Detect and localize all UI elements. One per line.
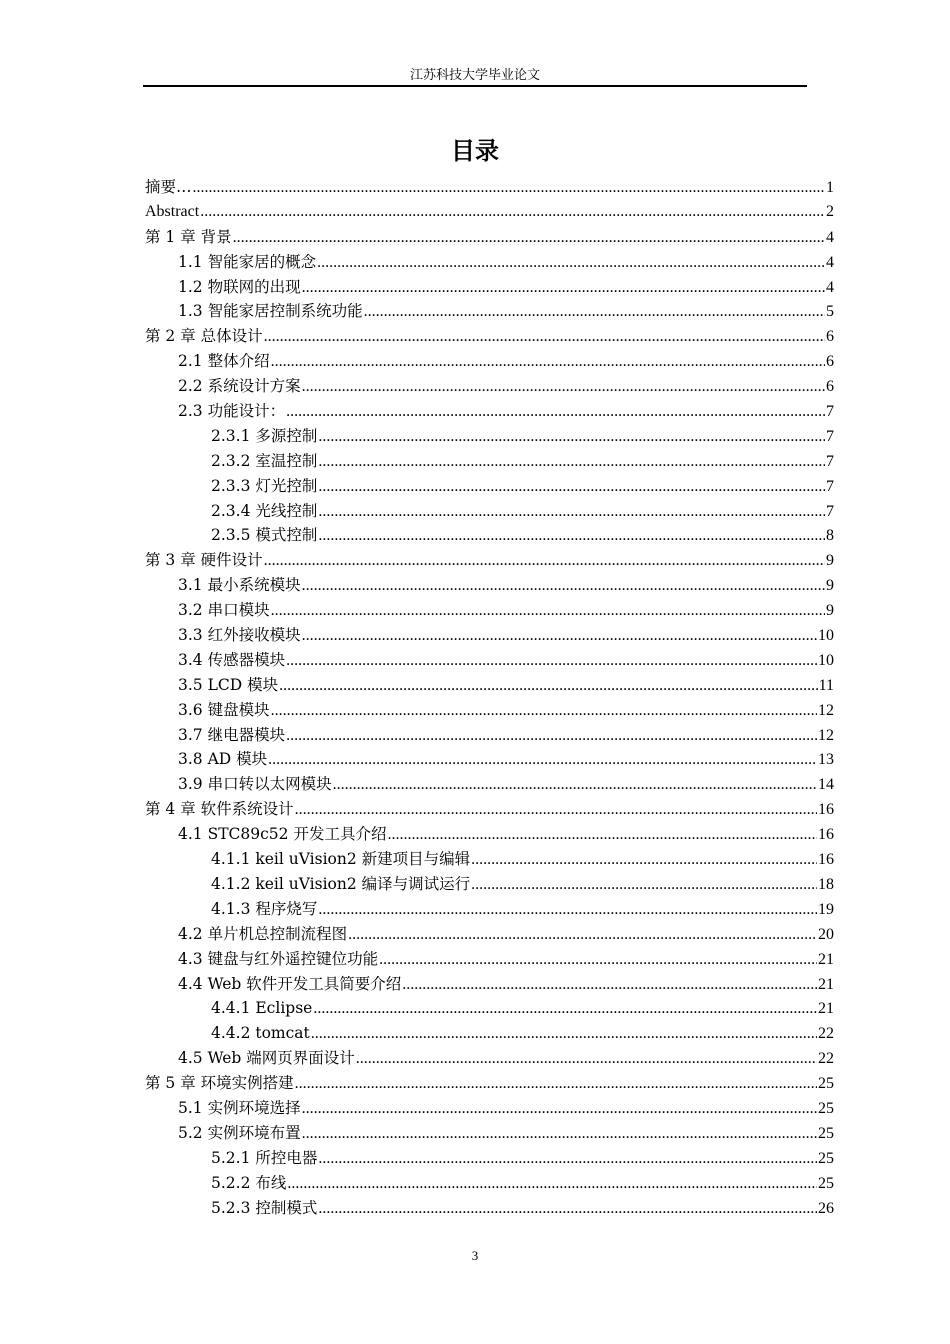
- toc-entry[interactable]: [145, 872, 834, 897]
- toc-entry-title: 4.1.1 keil uVision2 新建项目与编辑: [211, 850, 471, 869]
- toc-entry-page: 9: [826, 552, 834, 570]
- dot-leader: [318, 1197, 817, 1222]
- toc-entry-title: 2.3.3 灯光控制: [211, 476, 318, 495]
- toc-entry-title: 4.4.2 tomcat: [211, 1024, 310, 1043]
- toc-entry-title: 1.2 物联网的出现: [178, 277, 301, 296]
- dot-leader: [348, 923, 817, 948]
- toc-entry-page: 7: [826, 403, 834, 421]
- toc-entry-title: 3.7 继电器模块: [178, 725, 286, 744]
- dot-leader: [471, 873, 817, 898]
- toc-entry-page: 22: [818, 1050, 834, 1068]
- toc-entry-page: 18: [818, 875, 834, 893]
- toc-entry[interactable]: [145, 499, 834, 524]
- toc-entry-page: 4: [826, 278, 834, 296]
- toc-entry-page: 25: [818, 1174, 834, 1192]
- dot-leader: [279, 674, 818, 699]
- toc-entry-page: 8: [826, 527, 834, 545]
- toc-entry-title: 摘要…: [145, 178, 192, 196]
- dot-leader: [264, 325, 825, 350]
- toc-entry-title: 2.3.2 室温控制: [211, 451, 318, 470]
- dot-leader: [356, 1047, 817, 1072]
- dot-leader: [318, 425, 825, 450]
- dot-leader: [287, 1172, 817, 1197]
- toc-entry-page: 12: [818, 701, 834, 719]
- toc-entry[interactable]: [145, 399, 834, 424]
- toc-entry[interactable]: [145, 698, 834, 723]
- toc-entry-page: 12: [818, 726, 834, 744]
- toc-entry[interactable]: [145, 1096, 834, 1121]
- toc-entry-title: 3.4 传感器模块: [178, 650, 286, 669]
- toc-entry[interactable]: [145, 922, 834, 947]
- dot-leader: [286, 400, 825, 425]
- toc-entry-page: 7: [826, 452, 834, 470]
- toc-entry-page: 25: [818, 1099, 834, 1117]
- toc-entry[interactable]: [145, 723, 834, 748]
- dot-leader: [295, 1072, 817, 1097]
- toc-entry-page: 21: [818, 975, 834, 993]
- page-header: 江苏科技大学毕业论文: [409, 68, 540, 83]
- toc-entry-page: 6: [826, 353, 834, 371]
- toc-entry-title: 1.1 智能家居的概念: [178, 252, 317, 271]
- toc-entry[interactable]: [145, 548, 834, 573]
- dot-leader: [295, 798, 817, 823]
- toc-entry-title: 第 4 章 软件系统设计: [145, 800, 294, 819]
- dot-leader: [271, 599, 825, 624]
- toc-entry-title: 第 3 章 硬件设计: [145, 551, 263, 570]
- toc-entry[interactable]: [145, 250, 834, 275]
- toc-entry[interactable]: [145, 847, 834, 872]
- dot-leader: [318, 450, 825, 475]
- dot-leader: [302, 1097, 817, 1122]
- toc-entry-page: 13: [818, 751, 834, 769]
- toc-entry-page: 6: [826, 328, 834, 346]
- dot-leader: [302, 375, 825, 400]
- toc-entry[interactable]: [145, 1146, 834, 1171]
- table-of-contents: [145, 175, 834, 1220]
- toc-entry-title: 4.3 键盘与红外遥控键位功能: [178, 949, 379, 968]
- dot-leader: [271, 699, 817, 724]
- toc-entry[interactable]: [145, 598, 834, 623]
- dot-leader: [286, 724, 817, 749]
- toc-entry-title: 3.5 LCD 模块: [178, 675, 279, 694]
- toc-entry-title: 4.1.3 程序烧写: [211, 899, 318, 918]
- toc-entry-page: 14: [818, 776, 834, 794]
- toc-entry-title: 2.3.4 光线控制: [211, 501, 318, 520]
- dot-leader: [471, 848, 817, 873]
- toc-entry-page: 4: [826, 253, 834, 271]
- toc-entry-title: 4.4.1 Eclipse: [211, 999, 313, 1018]
- toc-entry[interactable]: [145, 374, 834, 399]
- toc-entry[interactable]: [145, 523, 834, 548]
- toc-entry[interactable]: [145, 822, 834, 847]
- toc-entry[interactable]: [145, 1196, 834, 1221]
- toc-entry[interactable]: [145, 673, 834, 698]
- toc-entry-page: 25: [818, 1149, 834, 1167]
- dot-leader: [333, 773, 817, 798]
- toc-title: 目录: [451, 137, 499, 165]
- toc-entry-page: 16: [818, 826, 834, 844]
- toc-entry-page: 10: [818, 627, 834, 645]
- toc-entry-title: 4.1.2 keil uVision2 编译与调试运行: [211, 874, 471, 893]
- toc-entry[interactable]: [145, 1171, 834, 1196]
- toc-entry-title: 3.3 红外接收模块: [178, 626, 301, 645]
- toc-entry[interactable]: [145, 349, 834, 374]
- toc-entry-page: 9: [826, 602, 834, 620]
- toc-entry-page: 26: [818, 1199, 834, 1217]
- toc-entry[interactable]: [145, 225, 834, 250]
- dot-leader: [311, 1022, 817, 1047]
- toc-entry[interactable]: [145, 324, 834, 349]
- toc-entry-title: 2.2 系统设计方案: [178, 377, 301, 396]
- dot-leader: [318, 524, 825, 549]
- toc-entry-page: 25: [818, 1075, 834, 1093]
- toc-entry-page: 6: [826, 378, 834, 396]
- toc-entry-page: 11: [818, 676, 834, 694]
- toc-entry-title: 4.4 Web 软件开发工具简要介绍: [178, 974, 402, 993]
- toc-entry-title: 5.2 实例环境布置: [178, 1123, 301, 1142]
- dot-leader: [233, 226, 825, 251]
- toc-entry-title: Abstract: [145, 202, 200, 220]
- toc-entry-title: 3.1 最小系统模块: [178, 576, 301, 595]
- dot-leader: [200, 200, 825, 225]
- toc-entry-title: 5.2.1 所控电器: [211, 1148, 318, 1167]
- dot-leader: [364, 300, 825, 325]
- toc-entry-page: 7: [826, 502, 834, 520]
- dot-leader: [318, 1147, 817, 1172]
- toc-entry-title: 第 2 章 总体设计: [145, 327, 263, 346]
- header-rule: [143, 85, 807, 87]
- toc-entry-page: 1: [826, 179, 834, 196]
- dot-leader: [387, 823, 817, 848]
- dot-leader: [317, 251, 825, 276]
- toc-entry-page: 16: [818, 801, 834, 819]
- toc-entry[interactable]: [145, 1071, 834, 1096]
- dot-leader: [286, 649, 817, 674]
- toc-entry[interactable]: [145, 474, 834, 499]
- toc-entry-title: 2.3.1 多源控制: [211, 426, 318, 445]
- dot-leader: [402, 973, 817, 998]
- toc-entry[interactable]: [145, 897, 834, 922]
- toc-entry-page: 21: [818, 1000, 834, 1018]
- dot-leader: [264, 549, 825, 574]
- toc-entry[interactable]: [145, 996, 834, 1021]
- toc-entry-title: 5.2.3 控制模式: [211, 1198, 318, 1217]
- toc-entry-title: 2.3.5 模式控制: [211, 526, 318, 545]
- dot-leader: [302, 276, 825, 301]
- toc-entry[interactable]: [145, 947, 834, 972]
- toc-entry-title: 5.1 实例环境选择: [178, 1098, 301, 1117]
- toc-entry[interactable]: [145, 275, 834, 300]
- toc-entry-page: 4: [826, 228, 834, 246]
- toc-entry[interactable]: [145, 648, 834, 673]
- toc-entry-title: 3.2 串口模块: [178, 601, 270, 620]
- toc-entry-page: 16: [818, 851, 834, 869]
- toc-entry[interactable]: [145, 424, 834, 449]
- dot-leader: [318, 500, 825, 525]
- dot-leader: [313, 997, 817, 1022]
- toc-entry[interactable]: [145, 175, 834, 200]
- toc-entry-page: 20: [818, 925, 834, 943]
- toc-entry-page: 21: [818, 950, 834, 968]
- toc-entry-page: 10: [818, 651, 834, 669]
- dot-leader: [302, 574, 825, 599]
- toc-entry[interactable]: [145, 1046, 834, 1071]
- toc-entry-page: 25: [818, 1124, 834, 1142]
- dot-leader: [302, 624, 817, 649]
- toc-entry-title: 3.8 AD 模块: [178, 750, 268, 769]
- toc-entry[interactable]: [145, 747, 834, 772]
- toc-entry-title: 2.3 功能设计：: [178, 402, 286, 421]
- toc-entry[interactable]: [145, 972, 834, 997]
- toc-entry-page: 22: [818, 1025, 834, 1043]
- toc-entry[interactable]: [145, 623, 834, 648]
- toc-entry-title: 3.6 键盘模块: [178, 700, 270, 719]
- toc-entry-page: 19: [818, 900, 834, 918]
- dot-leader: [302, 1122, 817, 1147]
- toc-entry-title: 1.3 智能家居控制系统功能: [178, 302, 363, 321]
- toc-entry-title: 5.2.2 布线: [211, 1173, 287, 1192]
- toc-entry[interactable]: [145, 797, 834, 822]
- toc-entry-title: 第 1 章 背景: [145, 227, 232, 246]
- toc-entry-title: 第 5 章 环境实例搭建: [145, 1074, 294, 1093]
- toc-entry-title: 2.1 整体介绍: [178, 352, 270, 371]
- toc-entry[interactable]: [145, 200, 834, 225]
- toc-entry-title: 3.9 串口转以太网模块: [178, 775, 332, 794]
- dot-leader: [318, 475, 825, 500]
- toc-entry-title: 4.5 Web 端网页界面设计: [178, 1049, 355, 1068]
- toc-entry[interactable]: [145, 1021, 834, 1046]
- toc-entry-page: 7: [826, 427, 834, 445]
- dot-leader: [268, 748, 817, 773]
- toc-entry[interactable]: [145, 772, 834, 797]
- toc-entry-title: 4.2 单片机总控制流程图: [178, 924, 348, 943]
- page-number: 3: [471, 1248, 479, 1263]
- toc-entry-page: 7: [826, 477, 834, 495]
- dot-leader: [193, 176, 825, 201]
- toc-entry-title: 4.1 STC89c52 开发工具介绍: [178, 825, 387, 844]
- dot-leader: [379, 948, 817, 973]
- toc-entry-page: 2: [826, 202, 834, 220]
- toc-entry-page: 5: [826, 303, 834, 321]
- toc-entry-page: 9: [826, 577, 834, 595]
- dot-leader: [271, 350, 825, 375]
- dot-leader: [318, 898, 817, 923]
- toc-entry[interactable]: [145, 1121, 834, 1146]
- toc-entry[interactable]: [145, 449, 834, 474]
- toc-entry[interactable]: [145, 573, 834, 598]
- toc-entry[interactable]: [145, 299, 834, 324]
